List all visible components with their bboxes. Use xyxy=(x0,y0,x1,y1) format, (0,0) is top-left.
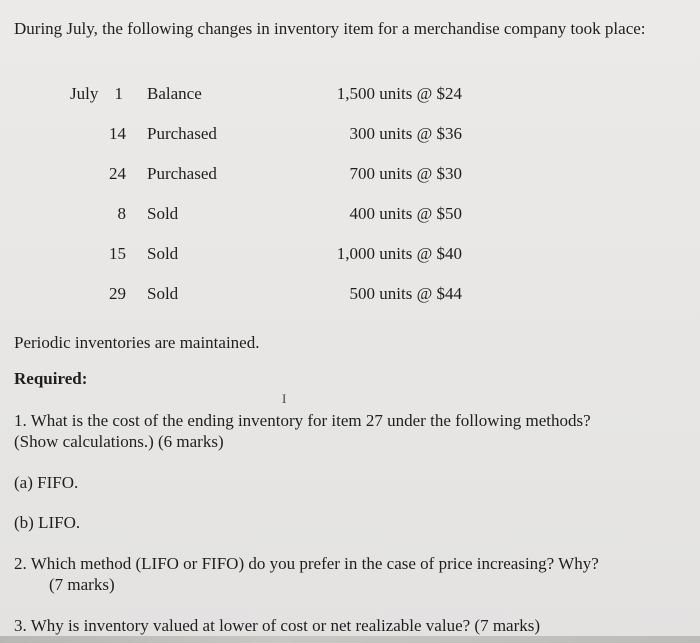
table-row xyxy=(0,204,700,226)
table-row xyxy=(0,124,700,146)
page-edge-strip xyxy=(0,636,700,643)
table-row xyxy=(0,284,700,306)
row-quantity: 300 units @ $36 xyxy=(349,124,462,143)
row-action: Sold xyxy=(147,244,179,263)
row-day: 15 xyxy=(109,244,126,263)
row-quantity: 700 units @ $30 xyxy=(349,164,462,183)
row-action: Purchased xyxy=(147,164,217,183)
required-heading: Required: xyxy=(14,369,88,388)
row-day: 8 xyxy=(117,204,126,223)
question-2-line-1: 2. Which method (LIFO or FIFO) do you prefer in the case of price increasing? Why? xyxy=(14,554,599,573)
question-1-line-1: 1. What is the cost of the ending inventory for item 27 under the following methods? xyxy=(14,411,591,430)
option-a: (a) FIFO. xyxy=(14,473,79,492)
row-day: 29 xyxy=(109,284,126,303)
text-cursor-icon: I xyxy=(282,391,287,406)
row-action: Sold xyxy=(147,284,179,303)
row-action: Sold xyxy=(147,204,179,223)
question-1-line-2: (Show calculations.) (6 marks) xyxy=(14,432,224,451)
question-2-line-2: (7 marks) xyxy=(49,575,115,594)
table-row xyxy=(0,164,700,186)
row-action: Balance xyxy=(147,84,202,103)
row-quantity: 400 units @ $50 xyxy=(349,204,462,223)
question-3: 3. Why is inventory valued at lower of cost or net realizable value? (7 marks) xyxy=(14,616,541,635)
table-row xyxy=(0,244,700,266)
row-action: Purchased xyxy=(147,124,217,143)
row-month: July xyxy=(70,84,99,103)
row-day: 14 xyxy=(109,124,126,143)
row-day: 1 xyxy=(114,84,123,103)
row-quantity: 1,500 units @ $24 xyxy=(336,84,462,103)
periodic-note: Periodic inventories are maintained. xyxy=(14,333,260,352)
row-day: 24 xyxy=(109,164,126,183)
row-quantity: 500 units @ $44 xyxy=(349,284,462,303)
row-quantity: 1,000 units @ $40 xyxy=(336,244,462,263)
option-b: (b) LIFO. xyxy=(14,513,81,532)
table-row xyxy=(0,84,700,106)
intro-paragraph: During July, the following changes in inventory item for a merchandise company took place: xyxy=(14,19,646,38)
